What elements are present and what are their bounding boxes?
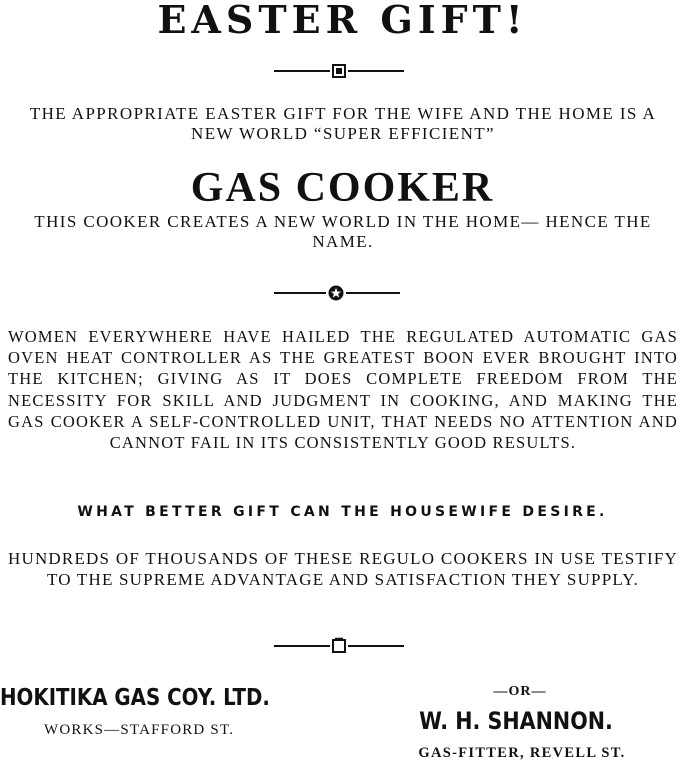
divider-line-right xyxy=(348,70,404,72)
circle-star-ornament-icon xyxy=(327,284,345,302)
divider-line-left xyxy=(274,292,326,294)
small-box-ornament-icon xyxy=(331,637,347,654)
divider-line-left xyxy=(274,645,330,647)
headline: EASTER GIFT! xyxy=(157,0,528,42)
fitter-address: GAS-FITTER, REVELL ST. xyxy=(418,745,626,761)
fitter-name: W. H. SHANNON. xyxy=(419,707,613,735)
divider-line-left xyxy=(274,70,330,72)
body-paragraph: WOMEN EVERYWHERE HAVE HAILED THE REGULATED AUTOMATIC GAS OVEN HEAT CONTROLLER AS THE GREATEST BOON EVER BROUGHT INTO THE KITCHEN; GIVING AS IT DOES COMPLETE FREEDOM FROM THE NECESSITY FOR SKILL AND JUDGMENT IN COOKING, AND MAKING THE GAS COOKER A SELF-CONTROLLED UNIT, THAT NEEDS NO ATTENTION AND CANNOT FAIL IN ITS CONSISTENTLY GOOD RESULTS. xyxy=(8,327,678,453)
small-box-ornament-icon xyxy=(331,63,347,79)
divider-line-right xyxy=(348,645,404,647)
company-name: HOKITIKA GAS COY. LTD. xyxy=(0,685,270,711)
testimony-paragraph: HUNDREDS OF THOUSANDS OF THESE REGULO COOKERS IN USE TESTIFY TO THE SUPREME ADVANTAGE AND SATISFACTION THEY SUPPLY. xyxy=(8,549,678,589)
question-line: WHAT BETTER GIFT CAN THE HOUSEWIFE DESIRE. xyxy=(77,504,608,520)
or-separator: —OR— xyxy=(493,684,547,699)
company-address: WORKS—STAFFORD ST. xyxy=(44,722,235,738)
divider-line-right xyxy=(346,292,400,294)
tagline-text: THIS COOKER CREATES A NEW WORLD IN THE HOME— HENCE THE NAME. xyxy=(34,212,652,251)
product-name: GAS COOKER xyxy=(190,165,495,211)
intro-text: THE APPROPRIATE EASTER GIFT FOR THE WIFE AND THE HOME IS A NEW WORLD “SUPER EFFICIENT” xyxy=(29,104,657,143)
